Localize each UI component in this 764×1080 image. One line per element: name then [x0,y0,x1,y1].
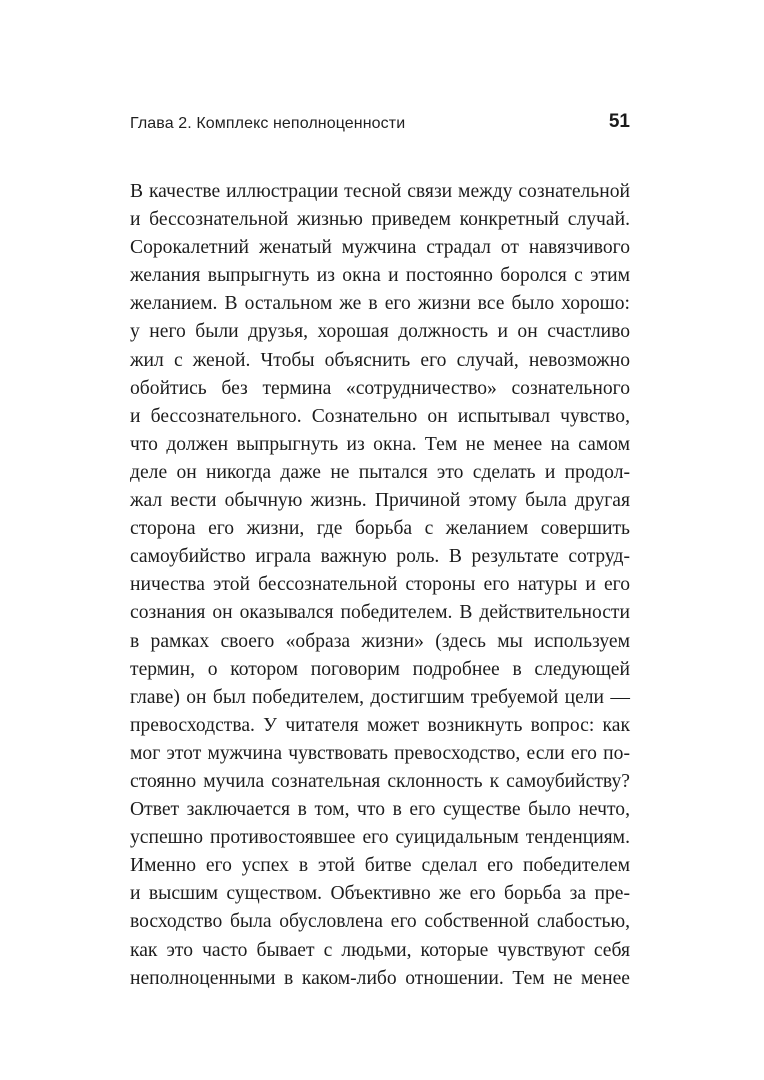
text-line: и бессознательной жизнью приведем конкретный случай. [130,209,630,231]
text-line: деле он никогда даже не пытался это сделать и продол- [130,461,630,483]
text-line: главе) он был победителем, достигшим требуемой цели — [130,686,630,708]
chapter-title: Глава 2. Комплекс неполноценности [130,115,406,132]
running-head [130,111,630,141]
page-number: 51 [608,111,630,132]
text-line: сторона его жизни, где борьба с желанием совершить [130,518,630,540]
text-line: и бессознательного. Сознательно он испытывал чувство, [130,405,630,427]
text-line: неполноценными в каком-либо отношении. Тем не менее [130,967,630,989]
text-line: как это часто бывает с людьми, которые чувствуют себя [130,939,630,961]
text-line: обойтись без термина «сотрудничество» сознательного [130,377,630,399]
text-line: жил с женой. Чтобы объяснить его случай, невозможно [130,349,630,371]
text-line: мог этот мужчина чувствовать превосходство, если его по- [130,742,630,764]
text-line: сознания он оказывался победителем. В действительности [130,602,630,624]
text-line: и высшим существом. Объективно же его борьба за пре- [130,883,630,905]
text-line: В качестве иллюстрации тесной связи между сознательной [130,181,630,202]
text-line: термин, о котором поговорим подробнее в следующей [130,658,630,680]
text-line: успешно противостоявшее его суицидальным тенденциям. [130,827,630,849]
text-line: Именно его успех в этой битве сделал его победителем [130,855,630,877]
body-text [130,178,630,993]
text-line: Ответ заключается в том, что в его существе было нечто, [130,799,630,821]
text-line: у него были друзья, хорошая должность и он счастливо [130,321,630,343]
text-line: восходство была обусловлена его собственной слабостью, [130,911,630,933]
text-line: жал вести обычную жизнь. Причиной этому была другая [130,490,630,512]
text-line: что должен выпрыгнуть из окна. Тем не менее на самом [130,433,630,455]
text-line: самоубийство играла важную роль. В результате сотруд- [130,546,630,568]
text-line: превосходства. У читателя может возникнуть вопрос: как [130,714,630,736]
text-line: стоянно мучила сознательная склонность к самоубийству? [130,770,630,792]
text-line: в рамках своего «образа жизни» (здесь мы используем [130,630,630,652]
text-line: ничества этой бессознательной стороны его натуры и его [130,574,630,596]
text-line: желанием. В остальном же в его жизни все было хорошо: [130,293,630,315]
text-line: Сорокалетний женатый мужчина страдал от навязчивого [130,237,630,259]
text-line: желания выпрыгнуть из окна и постоянно боролся с этим [130,265,630,287]
